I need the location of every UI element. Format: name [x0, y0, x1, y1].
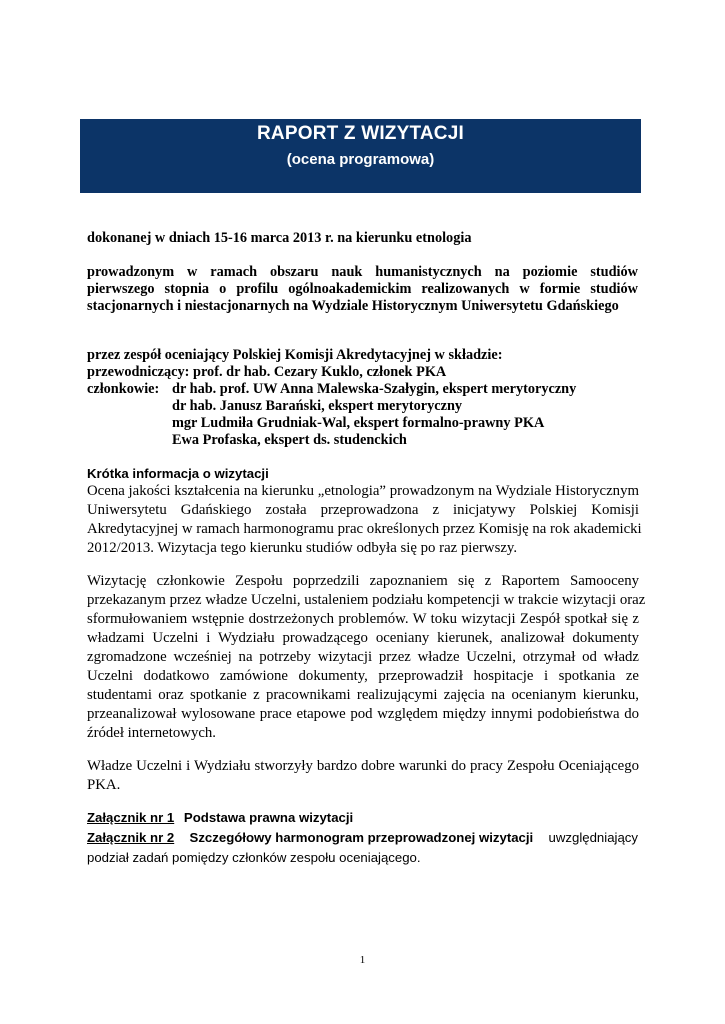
- info-p1-line: Uniwersytetu Gdańskiego została przeprowadzona z inicjatywy Polskiej Komisji: [87, 502, 639, 518]
- chair-name: prof. dr hab. Cezary Kuklo, członek PKA: [193, 364, 447, 380]
- page-number: 1: [359, 954, 366, 966]
- info-p2-line: przeanalizował wylosowane prace etapowe pod względem między innymi podobieństwa do: [87, 706, 639, 722]
- attachment-2-label: Załącznik nr 2: [87, 830, 175, 845]
- info-p2-line: zgromadzone wcześniej na potrzeby wizytacji przez władze Uczelni, otrzymał od władz: [87, 649, 639, 665]
- info-p1-line: Akredytacyjnej w ramach harmonogramu prac określonych przez Komisję na rok akademicki: [87, 521, 642, 537]
- team-member: mgr Ludmiła Grudniak-Wal, ekspert formalno-prawny PKA: [172, 415, 545, 431]
- info-p1-line: Ocena jakości kształcenia na kierunku „etnologia” prowadzonym na Wydziale Historycznym: [87, 483, 639, 499]
- info-p2-line: studentami oraz spotkanie z pracownikami realizującymi zajęcia na ocenianym kierunku,: [87, 687, 639, 703]
- attachment-2-title: Szczegółowy harmonogram przeprowadzonej wizytacji: [189, 830, 534, 845]
- info-p2-line: władzami Uczelni i Wydziału prowadzącego oceniany kierunek, analizował dokumenty: [87, 630, 639, 646]
- team-members-label: członkowie:: [87, 381, 160, 397]
- attachment-2-line-2: podział zadań pomiędzy członków zespołu oceniającego.: [87, 850, 421, 865]
- info-p3-line: PKA.: [87, 777, 121, 793]
- attachment-2-row: [87, 829, 638, 847]
- attachment-1-row: [87, 809, 353, 827]
- info-p2-line: sformułowaniem wstępnie dostrzeżonych problemów. W toku wizytacji Zespół spotkał się z: [87, 611, 639, 627]
- report-title: RAPORT Z WIZYTACJI: [257, 123, 464, 144]
- team-chair-row: [87, 363, 446, 381]
- info-p3-line: Władze Uczelni i Wydziału stworzyły bardzo dobre warunki do pracy Zespołu Oceniającego: [87, 758, 639, 774]
- program-line-3: stacjonarnych i niestacjonarnych na Wydziale Historycznym Uniwersytetu Gdańskiego: [87, 298, 619, 314]
- info-p1-line: 2012/2013. Wizytacja tego kierunku studiów odbyła się po raz pierwszy.: [87, 540, 518, 556]
- team-member: dr hab. Janusz Barański, ekspert merytoryczny: [172, 398, 463, 414]
- info-p2-line: Wizytację członkowie Zespołu poprzedzili zapoznaniem się z Raportem Samooceny: [87, 573, 639, 589]
- attachment-2-rest: uwzględniający: [548, 830, 638, 845]
- info-p2-line: przekazanym przez władze Uczelni, ustaleniem podziału kompetencji w trakcie wizytacji oraz: [87, 592, 646, 608]
- report-header-banner: [80, 119, 641, 193]
- info-p2-line: Uczelni dodatkowo zamówione dokumenty, przeprowadził hospitacje i spotkania ze: [87, 668, 639, 684]
- report-subtitle: (ocena programowa): [286, 151, 435, 168]
- info-heading: Krótka informacja o wizytacji: [87, 466, 269, 481]
- chair-label: przewodniczący:: [87, 364, 190, 380]
- team-member: Ewa Profaska, ekspert ds. studenckich: [172, 432, 407, 448]
- attachment-1-label: Załącznik nr 1: [87, 810, 175, 825]
- program-line-2: pierwszego stopnia o profilu ogólnoakademickim realizowanych w formie studiów: [87, 281, 638, 297]
- program-line-1: prowadzonym w ramach obszaru nauk humanistycznych na poziomie studiów: [87, 264, 638, 280]
- info-p2-line: źródeł internetowych.: [87, 725, 217, 741]
- attachment-1-title: Podstawa prawna wizytacji: [183, 810, 354, 825]
- team-intro: przez zespół oceniający Polskiej Komisji Akredytacyjnej w składzie:: [87, 347, 503, 363]
- visit-date-line: dokonanej w dniach 15-16 marca 2013 r. na kierunku etnologia: [87, 230, 472, 246]
- team-member: dr hab. prof. UW Anna Malewska-Szałygin, ekspert merytoryczny: [172, 381, 577, 397]
